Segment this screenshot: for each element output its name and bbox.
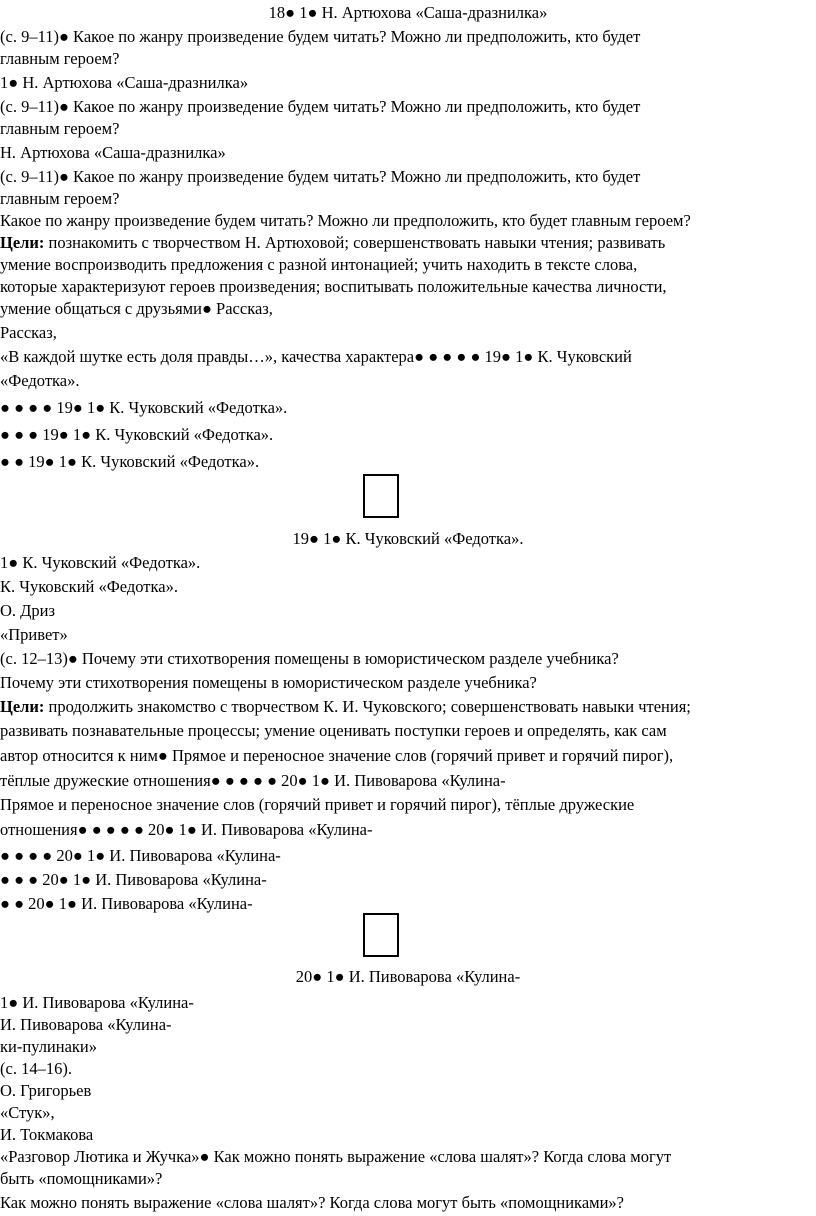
text-line: ки-пулинаки» — [0, 1037, 98, 1056]
goals-label: Цели: — [0, 233, 45, 252]
text-line: И. Токмакова — [0, 1125, 94, 1144]
goals-label: Цели: — [0, 697, 45, 716]
empty-frame-box — [363, 474, 399, 518]
text-line: главным героем? — [0, 189, 120, 208]
text-line: И. Пивоварова «Кулина- — [0, 1015, 172, 1034]
text-line: Н. Артюхова «Саша-дразнилка» — [0, 143, 226, 162]
text-line: ● ● ● 20● 1● И. Пивоварова «Кулина- — [0, 870, 267, 889]
empty-frame-box — [363, 913, 399, 957]
text-line: главным героем? — [0, 49, 120, 68]
text-line: ● ● 19● 1● К. Чуковский «Федотка». — [0, 452, 260, 471]
text-line: автор относится к ним● Прямое и переносное значение слов (горячий привет и горячий пирог), — [0, 746, 674, 765]
text-line: Почему эти стихотворения помещены в юмористическом разделе учебника? — [0, 673, 537, 692]
lesson-18-heading: 18● 1● Н. Артюхова «Саша-дразнилка» — [268, 3, 548, 22]
text-line: (с. 14–16). — [0, 1059, 72, 1078]
text-line: Как можно понять выражение «слова шалят»? Когда слова могут быть «помощниками»? — [0, 1193, 624, 1212]
text-line: «Федотка». — [0, 371, 80, 390]
text-line: умение общаться с друзьями● Рассказ, — [0, 299, 273, 318]
text-line: отношения● ● ● ● ● 20● 1● И. Пивоварова «Кулина- — [0, 820, 373, 839]
goals-text: продолжить знакомство с творчеством К. И. Чуковского; совершенствовать навыки чтения; — [44, 697, 691, 716]
text-line: О. Дриз — [0, 601, 56, 620]
text-line: (с. 12–13)● Почему эти стихотворения помещены в юмористическом разделе учебника? — [0, 649, 619, 668]
text-line: Рассказ, — [0, 323, 57, 342]
text-line: ● ● 20● 1● И. Пивоварова «Кулина- — [0, 894, 253, 913]
text-line: ● ● ● ● 20● 1● И. Пивоварова «Кулина- — [0, 846, 281, 865]
text-line: главным героем? — [0, 119, 120, 138]
text-line: (с. 9–11)● Какое по жанру произведение будем читать? Можно ли предположить, кто будет — [0, 27, 641, 46]
text-line: Прямое и переносное значение слов (горячий привет и горячий пирог), тёплые дружеские — [0, 795, 635, 814]
lesson-19-heading: 19● 1● К. Чуковский «Федотка». — [292, 529, 524, 548]
text-line: 1● К. Чуковский «Федотка». — [0, 553, 201, 572]
text-line: (с. 9–11)● Какое по жанру произведение будем читать? Можно ли предположить, кто будет — [0, 97, 641, 116]
text-line: «Привет» — [0, 625, 68, 644]
text-line: ● ● ● 19● 1● К. Чуковский «Федотка». — [0, 425, 274, 444]
text-line: тёплые дружеские отношения● ● ● ● ● 20● 1● И. Пивоварова «Кулина- — [0, 771, 506, 790]
text-line: умение воспроизводить предложения с разной интонацией; учить находить в тексте слова, — [0, 255, 638, 274]
text-line: «В каждой шутке есть доля правды…», качества характера● ● ● ● ● 19● 1● К. Чуковский — [0, 347, 632, 366]
text-line: «Разговор Лютика и Жучка»● Как можно понять выражение «слова шалят»? Когда слова могут — [0, 1147, 672, 1166]
text-line: «Стук», — [0, 1103, 55, 1122]
lesson-20-heading: 20● 1● И. Пивоварова «Кулина- — [295, 967, 521, 986]
text-line: 1● И. Пивоварова «Кулина- — [0, 993, 194, 1012]
text-line: 1● Н. Артюхова «Саша-дразнилка» — [0, 73, 249, 92]
text-line: которые характеризуют героев произведения; воспитывать положительные качества личности, — [0, 277, 667, 296]
text-line: (с. 9–11)● Какое по жанру произведение будем читать? Можно ли предположить, кто будет — [0, 167, 641, 186]
text-line: ● ● ● ● 19● 1● К. Чуковский «Федотка». — [0, 398, 288, 417]
text-line: О. Григорьев — [0, 1081, 92, 1100]
text-line: Какое по жанру произведение будем читать? Можно ли предположить, кто будет главным героем? — [0, 211, 691, 230]
text-line: К. Чуковский «Федотка». — [0, 577, 178, 596]
text-line: быть «помощниками»? — [0, 1169, 163, 1188]
goals-line — [0, 232, 665, 254]
goals-text: познакомить с творчеством Н. Артюховой; совершенствовать навыки чтения; развивать — [44, 233, 666, 252]
goals-line — [0, 696, 691, 718]
text-line: развивать познавательные процессы; умение оценивать поступки героев и определять, как сам — [0, 721, 667, 740]
